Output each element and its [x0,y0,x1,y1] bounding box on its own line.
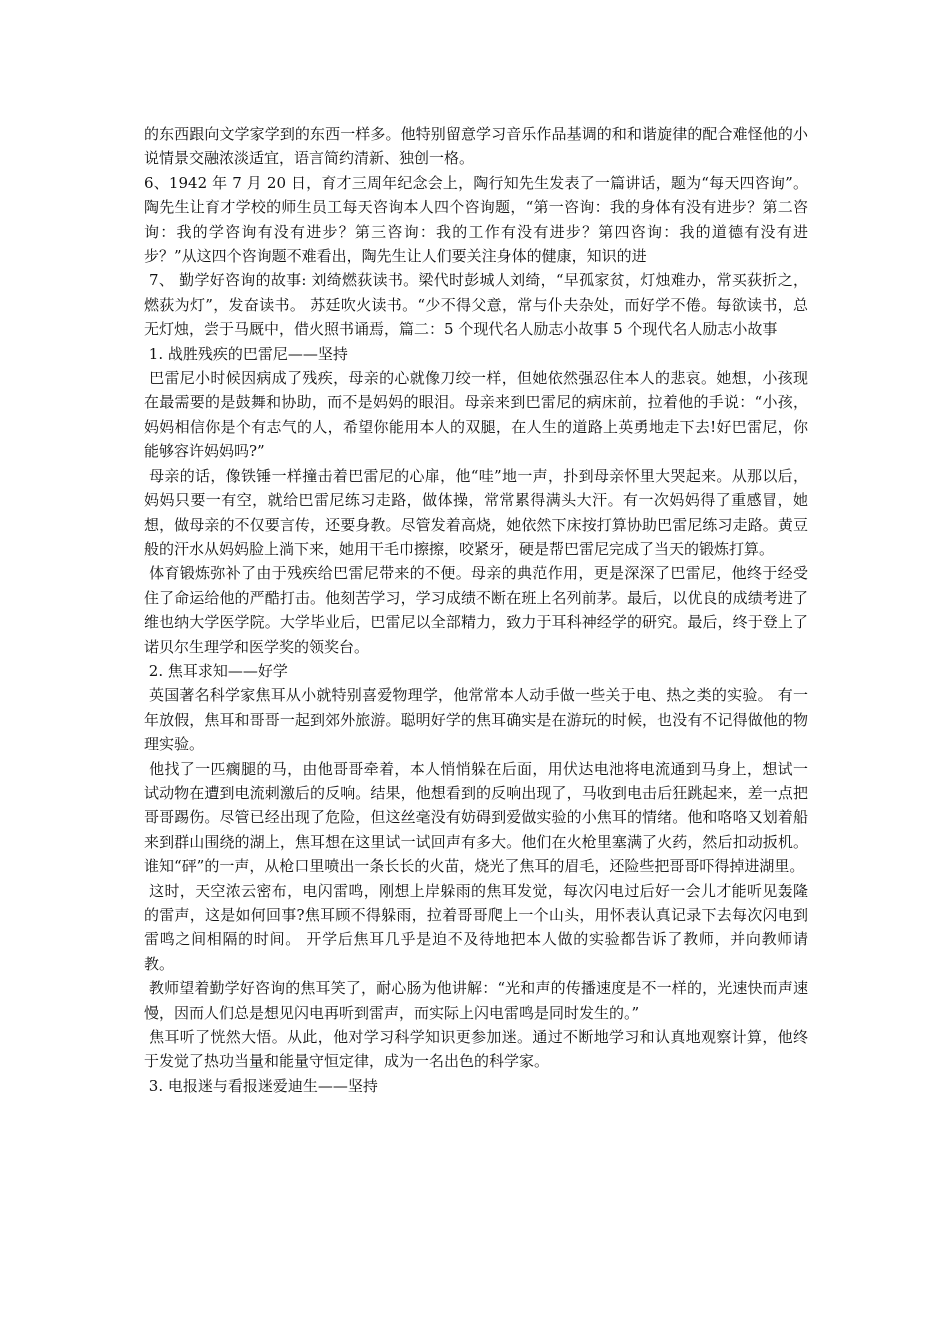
document-body [144,122,808,1098]
paragraph-joule-teacher: 教师望着勤学好咨询的焦耳笑了，耐心肠为他讲解：“光和声的传播速度是不一样的，光速快而声速慢，因而人们总是想见闪电再听到雷声，而实际上闪电雷鸣是同时发生的。” [144,979,808,1022]
paragraph-study-stories: 7、 勤学好咨询的故事: 刘绮燃荻读书。梁代时彭城人刘绮，“早孤家贫，灯烛难办，常买荻折之，燃荻为灯”，发奋读书。 苏廷吹火读书。“少不得父意，常与仆夫杂处，而好学不倦。每欲读书，总无灯烛，尝于马厩中，借火照书诵焉，篇二：5 个现代名人励志小故事 5 个现代名人励志小故事 [144,271,808,339]
paragraph-joule-thunder: 这时，天空浓云密布，电闪雷鸣，刚想上岸躲雨的焦耳发觉，每次闪电过后好一会儿才能听见轰隆的雷声，这是如何回事?焦耳顾不得躲雨，拉着哥哥爬上一个山头，用怀表认真记录下去每次闪电到雷鸣之间相隔的时间。 开学后焦耳几乎是迫不及待地把本人做的实验都告诉了教师，并向教师请教。 [144,881,808,973]
paragraph-barany-success: 体育锻炼弥补了由于残疾给巴雷尼带来的不便。母亲的典范作用，更是深深了巴雷尼，他终于经受住了命运给他的严酷打击。他刻苦学习，学习成绩不断在班上名列前茅。最后，以优良的成绩考进了维也纳大学医学院。大学毕业后，巴雷尼以全部精力，致力于耳科神经学的研究。最后，终于登上了诺贝尔生理学和医学奖的领奖台。 [144,564,808,656]
paragraph-barany-mother: 巴雷尼小时候因病成了残疾，母亲的心就像刀绞一样，但她依然强忍住本人的悲哀。她想，小孩现在最需要的是鼓舞和协助，而不是妈妈的眼泪。母亲来到巴雷尼的病床前，拉着他的手说：“小孩，妈妈相信你是个有志气的人，希望你能用本人的双腿，在人生的道路上英勇地走下去!好巴雷尼，你能够容许妈妈吗?” [144,369,808,461]
section-heading-edison: 3. 电报迷与看报迷爱迪生——坚持 [144,1076,378,1095]
paragraph-joule-experiments: 他找了一匹瘸腿的马，由他哥哥牵着，本人悄悄躲在后面，用伏达电池将电流通到马身上，想试一试动物在遭到电流刺激后的反响。结果，他想看到的反响出现了，马收到电击后狂跳起来，差一点把哥哥踢伤。尽管已经出现了危险，但这丝毫没有妨碍到爱做实验的小焦耳的情绪。他和咯咯又划着船来到群山围绕的湖上，焦耳想在这里试一试回声有多大。他们在火枪里塞满了火药，然后扣动扳机。谁知“砰”的一声，从枪口里喷出一条长长的火苗，烧光了焦耳的眉毛，还险些把哥哥吓得掉进湖里。 [144,759,808,876]
section-heading-joule: 2. 焦耳求知——好学 [144,661,288,680]
section-heading-barany: 1. 战胜残疾的巴雷尼——坚持 [144,344,348,363]
paragraph-barany-training: 母亲的话，像铁锤一样撞击着巴雷尼的心扉，他“哇”地一声，扑到母亲怀里大哭起来。从那以后，妈妈只要一有空，就给巴雷尼练习走路，做体操，常常累得满头大汗。有一次妈妈得了重感冒，她想，做母亲的不仅要言传，还要身教。尽管发着高烧，她依然下床按打算协助巴雷尼练习走路。黄豆般的汗水从妈妈脸上淌下来，她用干毛巾擦擦，咬紧牙，硬是帮巴雷尼完成了当天的锻炼打算。 [144,466,808,558]
paragraph-music-study: 的东西跟向文学家学到的东西一样多。他特别留意学习音乐作品基调的和和谐旋律的配合难怪他的小说情景交融浓淡适宜，语言简约清新、独创一格。 [144,125,808,168]
paragraph-joule-intro: 英国著名科学家焦耳从小就特别喜爱物理学，他常常本人动手做一些关于电、热之类的实验。 有一年放假，焦耳和哥哥一起到郊外旅游。聪明好学的焦耳确实是在游玩的时候，也没有不记得做他的物理实验。 [144,686,808,754]
paragraph-joule-discovery: 焦耳听了恍然大悟。从此，他对学习科学知识更参加迷。通过不断地学习和认真地观察计算，他终于发觉了热功当量和能量守恒定律，成为一名出色的科学家。 [144,1028,808,1071]
paragraph-four-questions: 6、1942 年 7 月 20 日，育才三周年纪念会上，陶行知先生发表了一篇讲话，题为“每天四咨询”。陶先生让育才学校的师生员工每天咨询本人四个咨询题，“第一咨询：我的身体有没有进步？第二咨询：我的学咨询有没有进步？第三咨询：我的工作有没有进步？第四咨询：我的道德有没有进步？”从这四个咨询题不难看出，陶先生让人们要关注身体的健康，知识的进 [144,173,808,266]
